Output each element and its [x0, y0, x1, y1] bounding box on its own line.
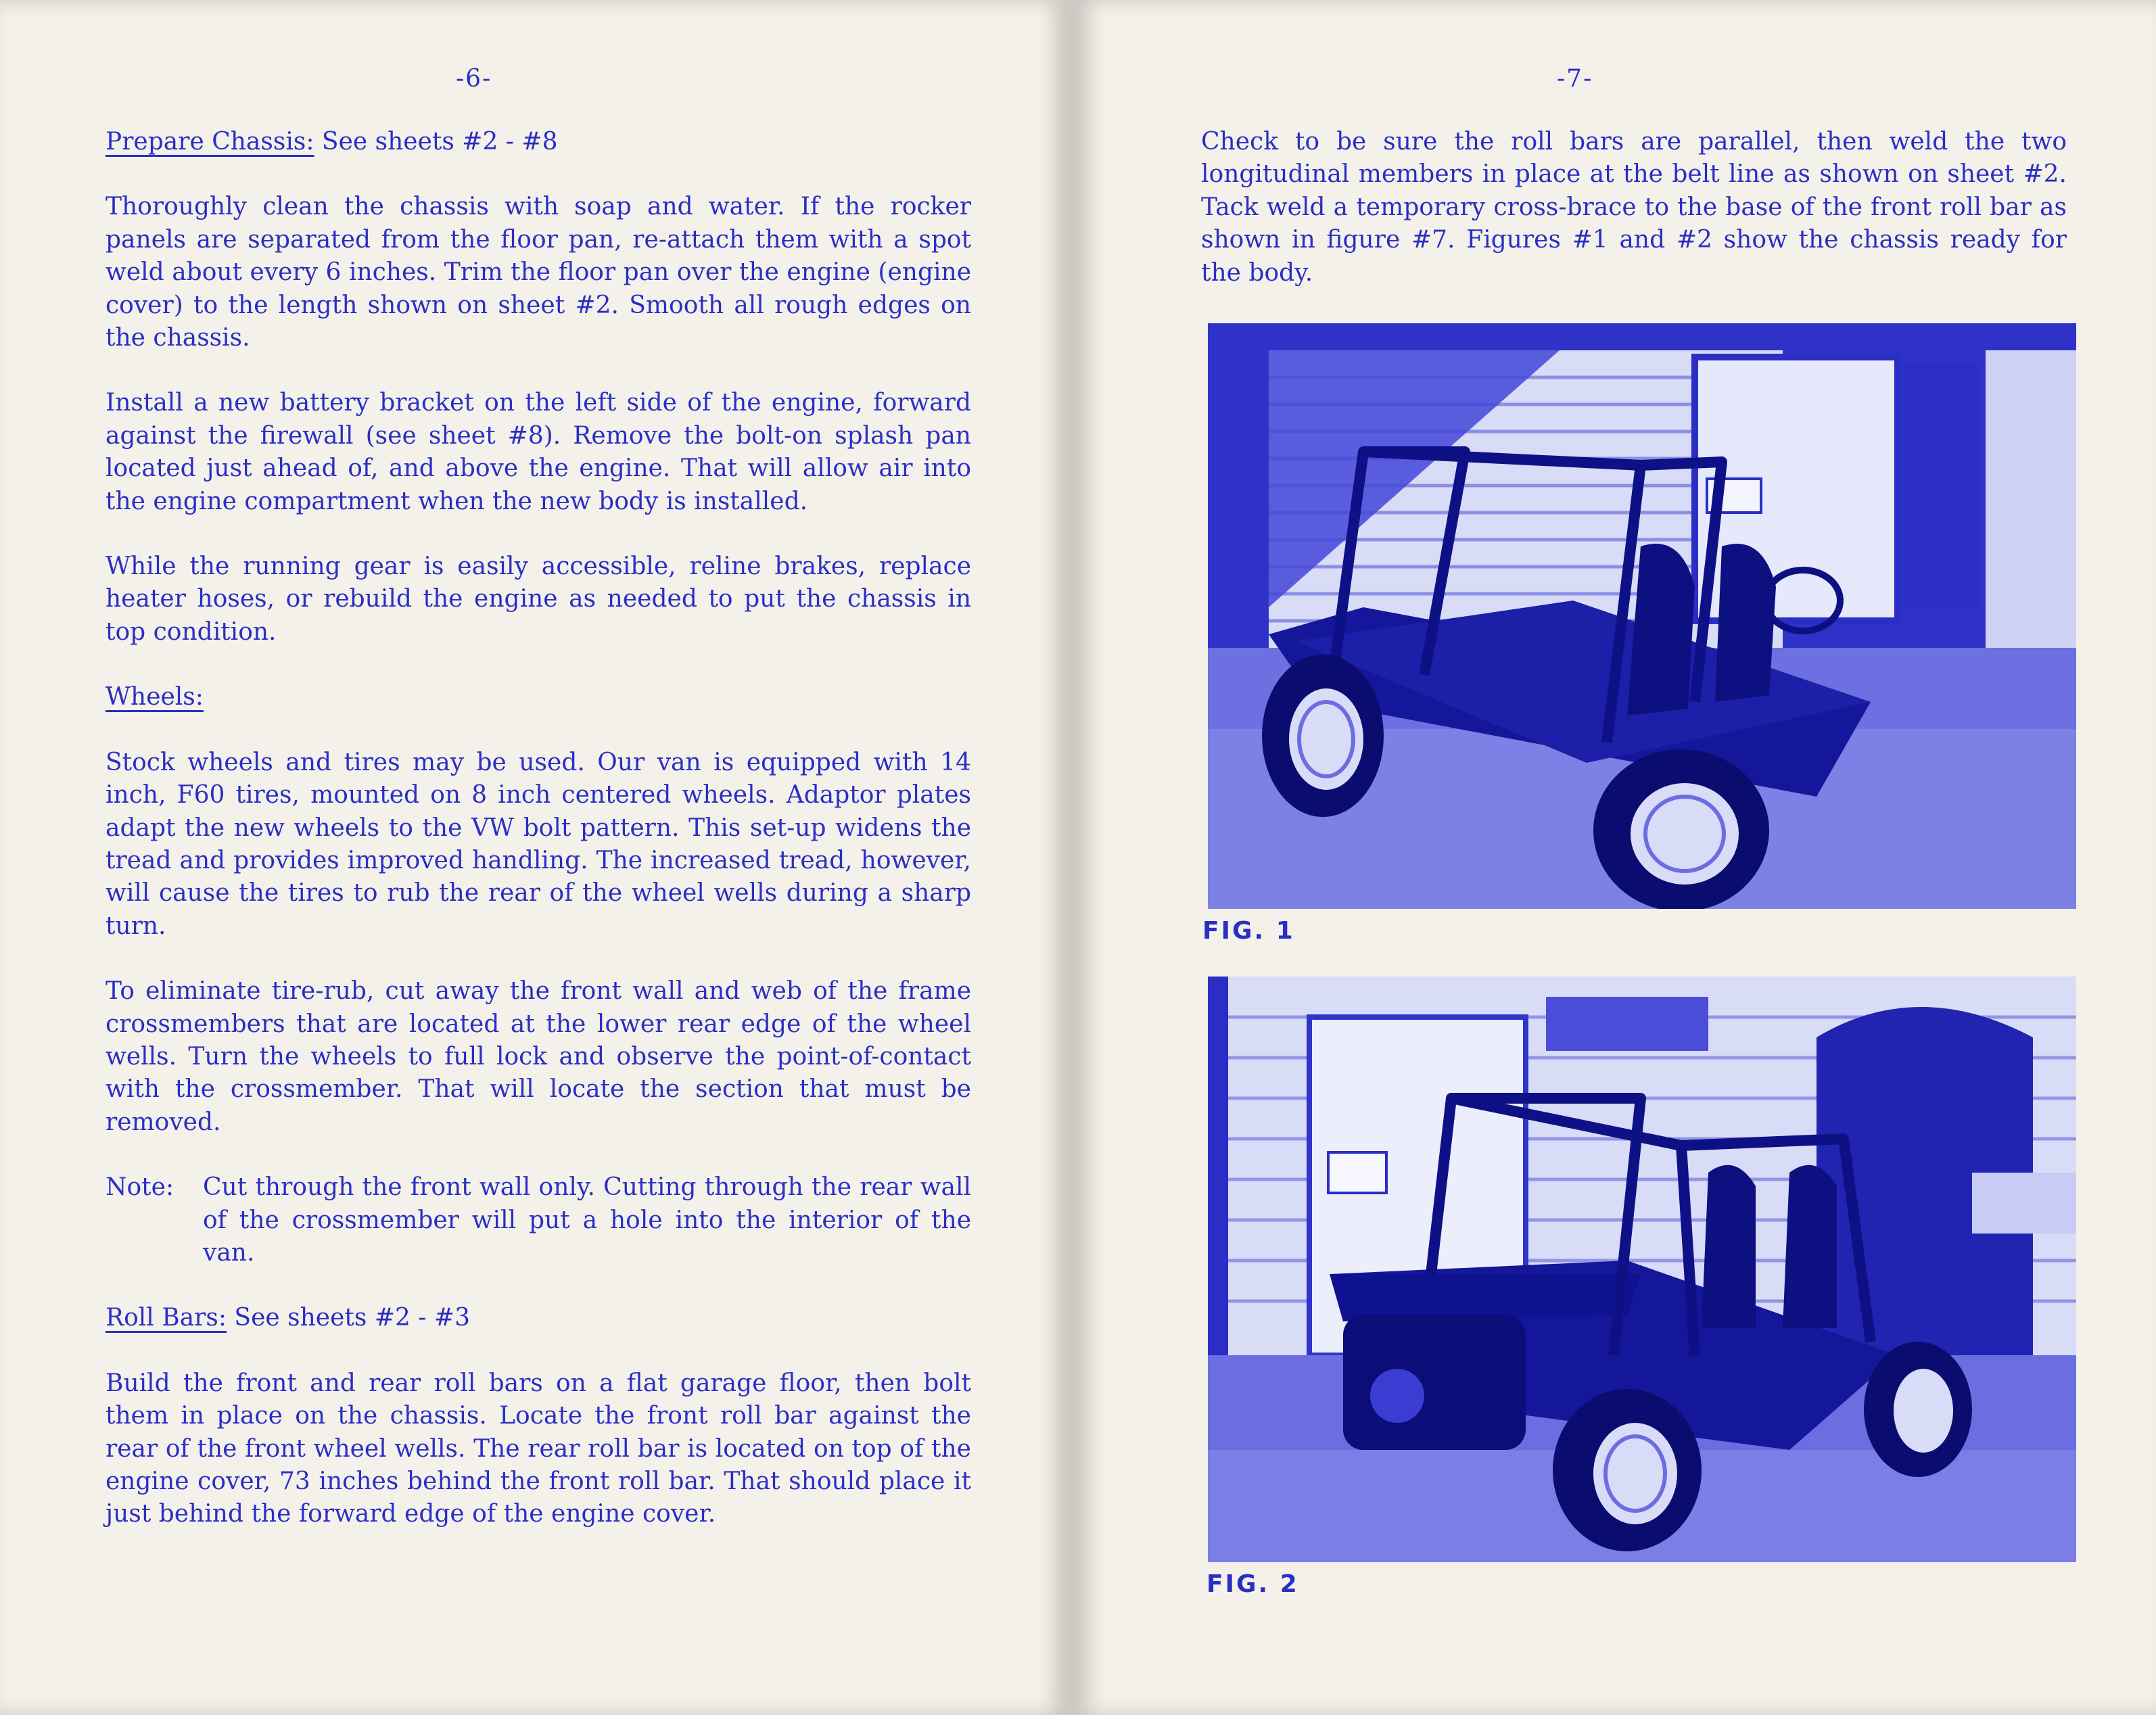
figure-caption: FIG. 1 [1202, 917, 1295, 945]
heading-label: Prepare Chassis: [106, 128, 314, 156]
figure-2 [1206, 977, 2076, 1598]
chassis-photo-front-illustration [1208, 323, 2076, 909]
page-number: -7- [1557, 65, 1593, 93]
paragraph: Thoroughly clean the chassis with soap and water. If the rocker panels are separated from the floor pan, re-attach them with a spot weld about every 6 inches. Trim the floor pan over the engine (engine cover) to the length shown on sheet #2. Smooth all rough edges on the chassis. [106, 193, 971, 352]
page-number: -6- [456, 65, 492, 93]
page-7 [1075, 0, 2156, 1715]
heading-ref: See sheets #2 - #8 [314, 128, 558, 156]
paragraph: While the running gear is easily accessible, reline brakes, replace heater hoses, or rebuild the engine as needed to put the chassis in top condition. [106, 553, 971, 646]
paragraph: Stock wheels and tires may be used. Our van is equipped with 14 inch, F60 tires, mounted on 8 inch centered wheels. Adaptor plates adapt the new wheels to the VW bolt pattern. This set-up widens the tread and provides improved handling. The increased tread, however, will cause the tires to rub the rear of the wheel wells during a sharp turn. [106, 748, 971, 940]
chassis-photo-rear [1208, 977, 2076, 1562]
heading-ref: See sheets #2 - #3 [226, 1304, 470, 1332]
book-gutter [1067, 0, 1075, 1715]
chassis-photo-front [1208, 323, 2076, 909]
section-heading-wheels [106, 681, 971, 713]
section-heading-roll-bars [106, 1302, 971, 1334]
left-column [106, 126, 971, 1564]
paragraph: Check to be sure the roll bars are parallel, then weld the two longitudinal members in place at the belt line as shown on sheet #2. Tack weld a temporary cross-brace to the base of the front roll bar as shown in figure #7. Figures #1 and #2 show the chassis ready for the body. [1201, 128, 2067, 287]
figure-1 [1202, 323, 2076, 945]
section-heading-prepare-chassis [106, 126, 971, 158]
paragraph: To eliminate tire-rub, cut away the front wall and web of the frame crossmembers that are located at the lower rear edge of the wheel wells. Turn the wheels to full lock and observe the point-of-contact with the crossmember. That will locate the section that must be removed. [106, 977, 971, 1136]
page-6 [0, 0, 1067, 1715]
note-label: Note: [106, 1173, 174, 1202]
chassis-photo-rear-illustration [1208, 977, 2076, 1562]
paragraph: Build the front and rear roll bars on a flat garage floor, then bolt them in place on the chassis. Locate the front roll bar against the rear of the front wheel wells. The rear roll bar is located on top of the engine cover, 73 inches behind the front roll bar. That should place it just behind the forward edge of the engine cover. [106, 1369, 971, 1528]
figure-caption: FIG. 2 [1206, 1570, 1299, 1598]
paragraph: Install a new battery bracket on the left side of the engine, forward against the firewall (see sheet #8). Remove the bolt-on splash pan located just ahead of, and above the engine. That will allow air into the engine compartment when the new body is installed. [106, 389, 971, 515]
note-text: Cut through the front wall only. Cutting through the rear wall of the crossmember will put a hole into the interior of the van. [203, 1173, 971, 1267]
heading-label: Wheels: [106, 683, 204, 711]
right-column [1201, 126, 2067, 322]
note [106, 1171, 971, 1269]
heading-label: Roll Bars: [106, 1304, 227, 1332]
